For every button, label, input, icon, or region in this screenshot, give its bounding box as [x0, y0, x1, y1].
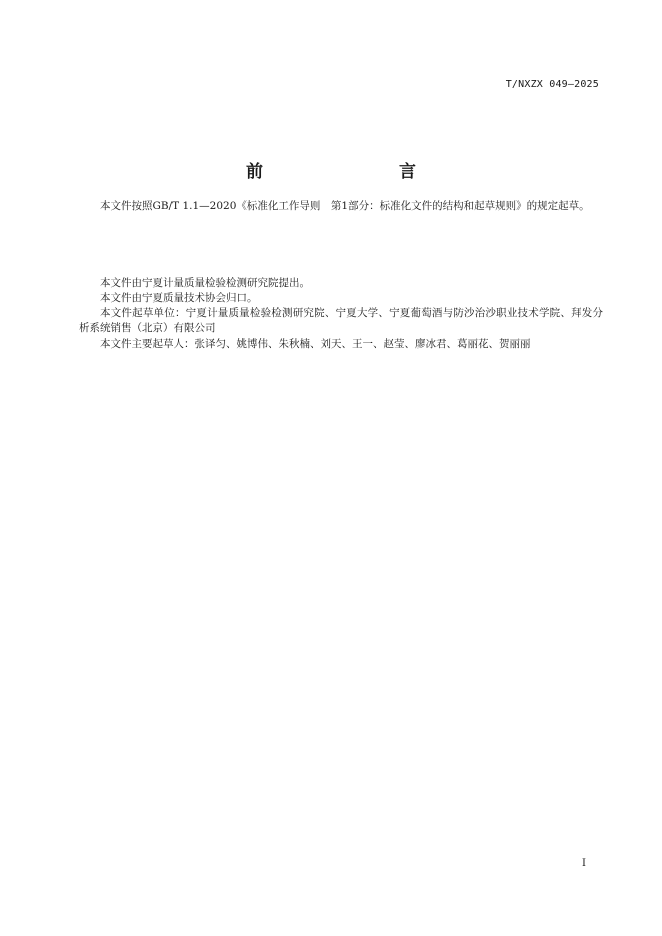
page-number: I [582, 858, 586, 869]
document-code: T/NXZX 049—2025 [505, 79, 599, 90]
paragraph-drafting-units: 本文件起草单位：宁夏计量质量检验检测研究院、宁夏大学、宁夏葡萄酒与防沙治沙职业技术学院、拜发分析系统销售（北京）有限公司 [79, 307, 603, 334]
paragraph-centralized-by: 本文件由宁夏质量技术协会归口。 [100, 292, 258, 304]
page-title: 前 言 [246, 162, 450, 182]
paragraph-proposed-by: 本文件由宁夏计量质量检验检测研究院提出。 [100, 277, 310, 289]
paragraph-drafting-rules: 本文件按照GB/T 1.1—2020《标准化工作导则 第1部分：标准化文件的结构和起草规则》的规定起草。 [100, 200, 590, 212]
paragraph-drafters: 本文件主要起草人：张译匀、姚博伟、朱秋楠、刘天、王一、赵莹、廖冰君、葛丽花、贺丽丽 [100, 338, 531, 350]
